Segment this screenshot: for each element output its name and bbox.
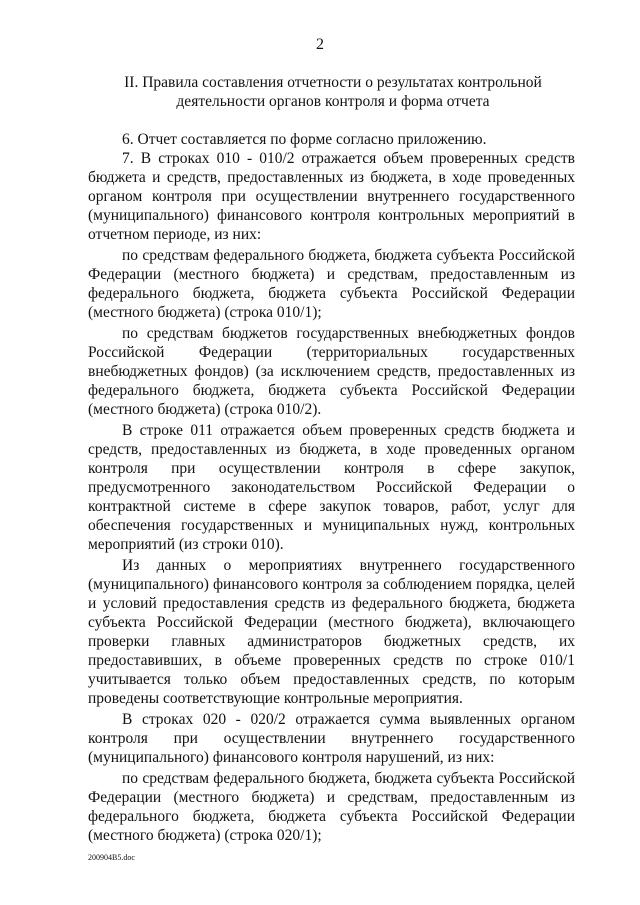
document-body	[88, 130, 575, 845]
paragraph-7: 7. В строках 010 - 010/2 отражается объем проверенных средств бюджета и средств, предоставленных из бюджета, в ходе проведенных органом контроля при осуществлении внутреннего государственного (муниципального) финансового контроля контрольных мероприятий в отчетном периоде, из них:	[88, 150, 575, 243]
page-number: 2	[316, 36, 324, 53]
paragraph-federal-budget-020-1: по средствам федерального бюджета, бюджета субъекта Российской Федерации (местного бюджета) и средствам, предоставленным из федерального бюджета, бюджета субъекта Российской Федерации (местного бюджета) (строка 020/1);	[88, 770, 575, 844]
section-title: II. Правила составления отчетности о результатах контрольной деятельности органов контроля и форма отчета	[124, 74, 542, 110]
footer-file-code: 200904B5.doc	[88, 853, 135, 862]
paragraph-line-011: В строке 011 отражается объем проверенных средств бюджета и средств, предоставленных из бюджета, в ходе проведенных органом контроля при осуществлении контроля в сфере закупок, предусмотренного законодательством Российской Федерации о контрактной системе в сфере закупок товаров, работ, услуг для обеспечения государственных и муниципальных нужд, контрольных мероприятий (из строки 010).	[88, 422, 575, 553]
paragraph-federal-budget-010-1: по средствам федерального бюджета, бюджета субъекта Российской Федерации (местного бюджета) и средствам, предоставленным из федерального бюджета, бюджета субъекта Российской Федерации (местного бюджета) (строка 010/1);	[88, 247, 575, 321]
paragraph-control-measures: Из данных о мероприятиях внутреннего государственного (муниципального) финансового контроля за соблюдением порядка, целей и условий предоставления средств из федерального бюджета, бюджета субъекта Российской Федерации (местного бюджета), включающего проверки главных администраторов бюджетных средств, их предоставивших, в объеме проверенных средств по строке 010/1 учитывается только объем предоставленных средств, по которым проведены соответствующие контрольные мероприятия.	[88, 557, 575, 707]
paragraph-lines-020: В строках 020 - 020/2 отражается сумма выявленных органом контроля при осуществлении внутреннего государственного (муниципального) финансового контроля нарушений, из них:	[88, 711, 575, 766]
paragraph-extrabudgetary-010-2: по средствам бюджетов государственных внебюджетных фондов Российской Федерации (территориальных государственных внебюджетных фондов) (за исключением средств, предоставленных из федерального бюджета, бюджета субъекта Российской Федерации (местного бюджета) (строка 010/2).	[88, 325, 575, 418]
paragraph-6: 6. Отчет составляется по форме согласно приложению.	[122, 131, 487, 148]
